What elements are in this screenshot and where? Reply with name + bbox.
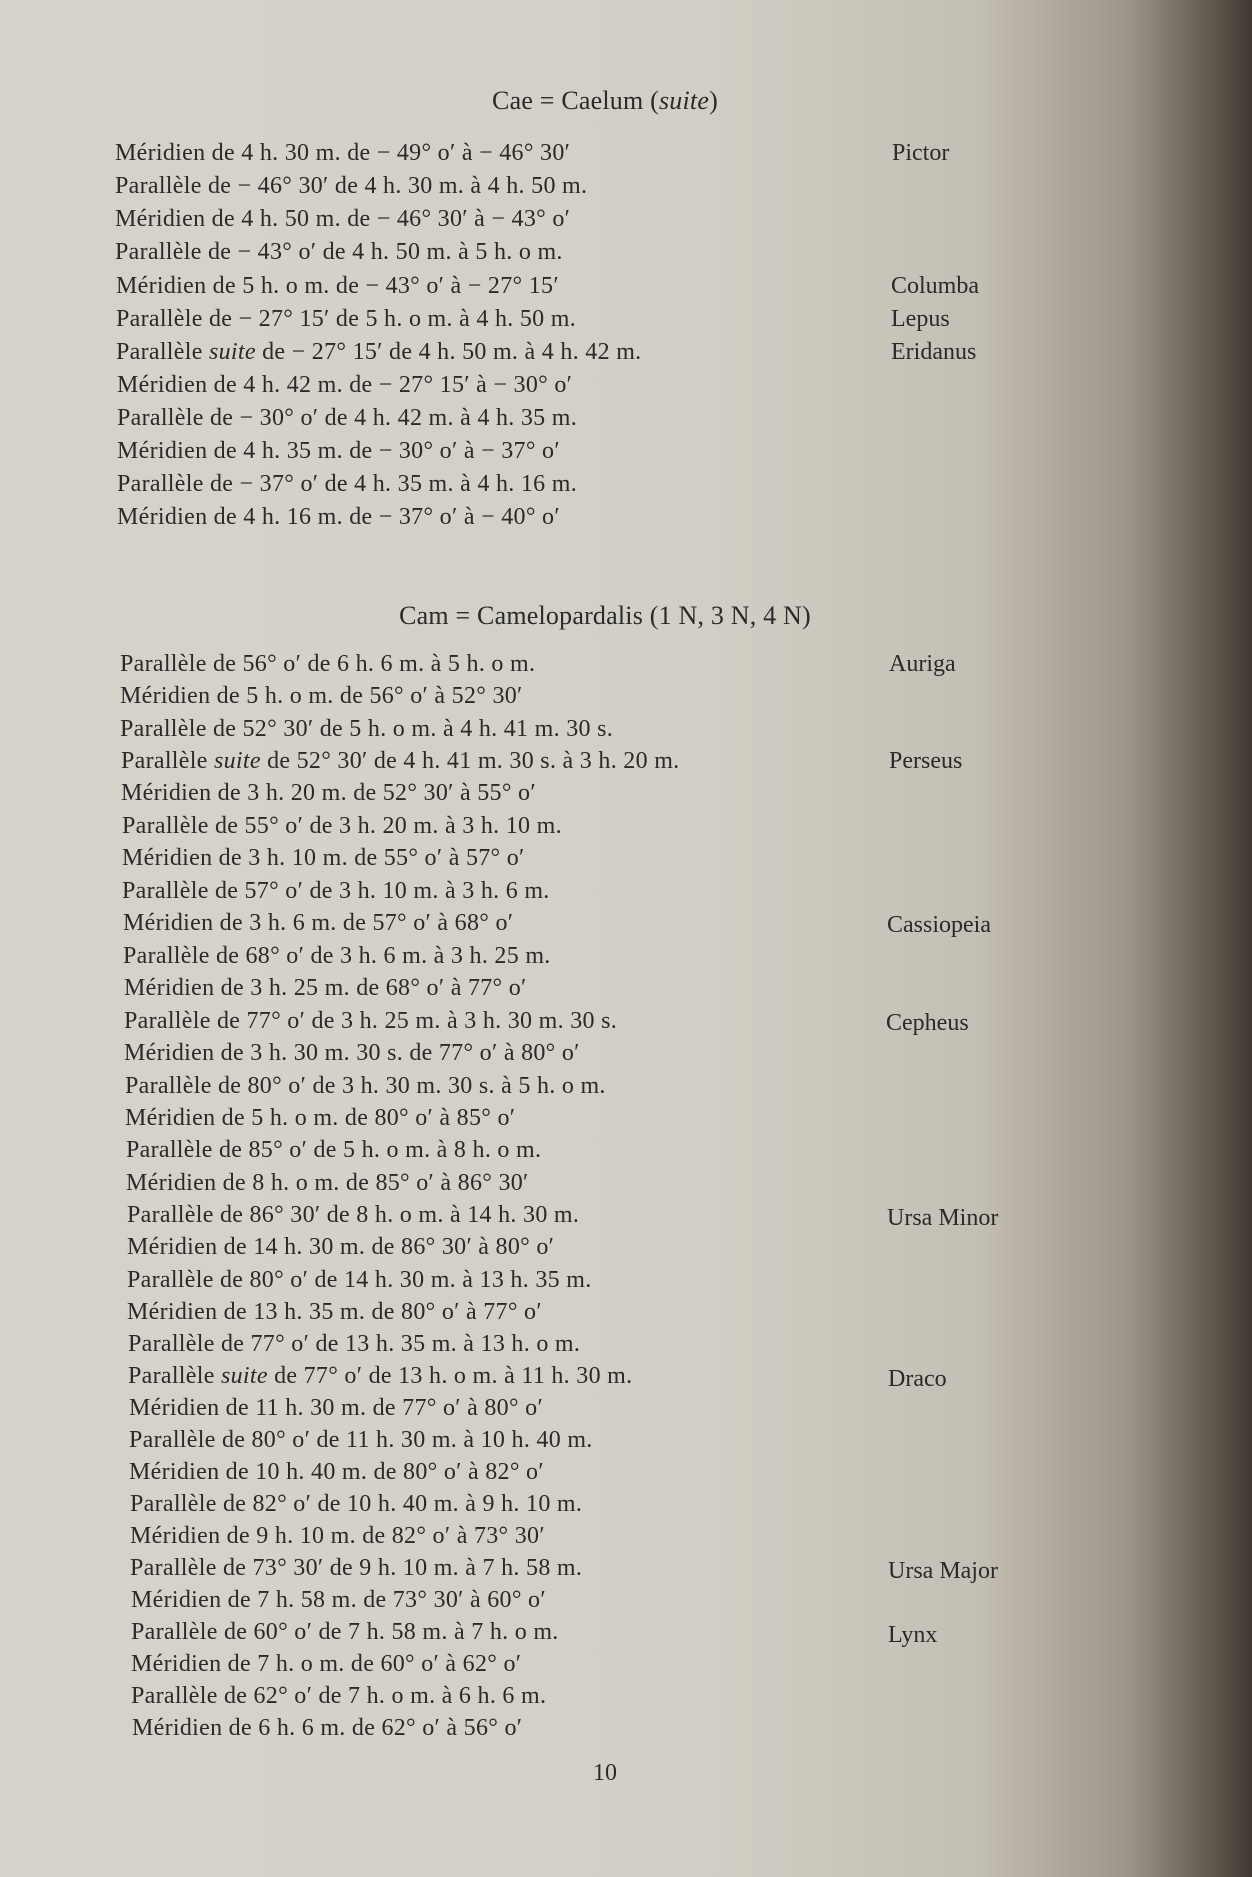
row-text: Méridien de 3 h. 10 m. de 55° o′ à 57° o′ <box>122 845 525 871</box>
neighbor-constellation: Ursa Major <box>888 1558 998 1584</box>
row-text: Parallèle de 62° o′ de 7 h. o m. à 6 h. 6 m. <box>131 1683 547 1709</box>
boundary-row <box>116 339 641 366</box>
neighbor-constellation: Eridanus <box>891 339 977 365</box>
row-text: Méridien de 11 h. 30 m. de 77° o′ à 80° o′ <box>129 1395 544 1421</box>
boundary-row <box>127 1299 542 1326</box>
page-number: 10 <box>593 1760 617 1786</box>
boundary-row <box>125 1073 606 1100</box>
row-text-end: de 52° 30′ de 4 h. 41 m. 30 s. à 3 h. 20 m. <box>260 748 680 774</box>
neighbor-constellation: Cepheus <box>886 1010 969 1036</box>
row-text: Méridien de 4 h. 35 m. de − 30° o′ à − 37° o′ <box>117 438 560 464</box>
boundary-row <box>124 975 527 1002</box>
boundary-row <box>117 471 577 498</box>
boundary-row <box>124 1008 617 1035</box>
boundary-row <box>122 845 525 872</box>
row-text: Parallèle de − 27° 15′ de 5 h. o m. à 4 h. 50 m. <box>116 306 577 332</box>
neighbor-constellation: Pictor <box>892 140 950 166</box>
heading-text-end: ) <box>709 86 718 115</box>
boundary-row <box>128 1363 632 1390</box>
row-text: Parallèle de 80° o′ de 3 h. 30 m. 30 s. à 5 h. o m. <box>125 1073 606 1099</box>
neighbor-constellation: Draco <box>888 1366 947 1392</box>
boundary-row <box>125 1105 515 1132</box>
row-text: Parallèle de − 43° o′ de 4 h. 50 m. à 5 h. o m. <box>115 239 563 265</box>
row-text: Méridien de 3 h. 25 m. de 68° o′ à 77° o′ <box>124 975 527 1001</box>
row-text: Parallèle de 77° o′ de 13 h. 35 m. à 13 h. o m. <box>128 1331 581 1357</box>
boundary-row <box>129 1395 543 1422</box>
boundary-row <box>123 910 513 937</box>
boundary-row <box>115 206 570 233</box>
boundary-row <box>120 683 523 710</box>
row-text: Méridien de 4 h. 30 m. de − 49° o′ à − 46° 30′ <box>115 140 571 166</box>
boundary-row <box>128 1331 580 1358</box>
row-text: Méridien de 4 h. 50 m. de − 46° 30′ à − 43° o′ <box>115 206 571 232</box>
heading-text: Cae = Caelum ( <box>492 86 659 115</box>
boundary-row <box>129 1427 593 1454</box>
row-italic: suite <box>213 748 261 774</box>
row-text: Parallèle <box>116 339 209 365</box>
row-text: Parallèle de 77° o′ de 3 h. 25 m. à 3 h. 30 m. 30 s. <box>124 1008 618 1034</box>
row-text: Méridien de 8 h. o m. de 85° o′ à 86° 30′ <box>126 1170 529 1196</box>
boundary-row <box>117 405 577 432</box>
boundary-row <box>130 1555 582 1582</box>
neighbor-constellation: Columba <box>891 273 979 299</box>
row-text: Parallèle de − 37° o′ de 4 h. 35 m. à 4 h. 16 m. <box>117 471 578 497</box>
row-text: Méridien de 4 h. 42 m. de − 27° 15′ à − 30° o′ <box>117 372 573 398</box>
neighbor-constellation: Ursa Minor <box>887 1205 999 1231</box>
boundary-row <box>131 1651 521 1678</box>
row-text: Parallèle de 86° 30′ de 8 h. o m. à 14 h. 30 m. <box>127 1202 580 1228</box>
boundary-row <box>116 306 576 333</box>
boundary-row <box>123 943 551 970</box>
row-text: Méridien de 3 h. 6 m. de 57° o′ à 68° o′ <box>123 910 514 936</box>
section-heading-camelopardalis <box>0 601 1210 631</box>
boundary-row <box>126 1137 541 1164</box>
boundary-row <box>121 748 679 775</box>
boundary-row <box>117 504 560 531</box>
row-text: Méridien de 7 h. o m. de 60° o′ à 62° o′ <box>131 1651 522 1677</box>
row-text: Parallèle de 68° o′ de 3 h. 6 m. à 3 h. 25 m. <box>123 943 551 969</box>
boundary-row <box>130 1523 545 1550</box>
boundary-row <box>130 1491 582 1518</box>
row-text: Parallèle de 80° o′ de 11 h. 30 m. à 10 h. 40 m. <box>129 1427 593 1453</box>
boundary-row <box>120 651 535 678</box>
boundary-row <box>117 372 572 399</box>
boundary-row <box>131 1619 559 1646</box>
row-text: Parallèle de 85° o′ de 5 h. o m. à 8 h. o m. <box>126 1137 542 1163</box>
row-text: Parallèle de 52° 30′ de 5 h. o m. à 4 h. 41 m. 30 s. <box>120 716 614 742</box>
boundary-row <box>115 140 570 167</box>
row-text: Parallèle de 56° o′ de 6 h. 6 m. à 5 h. o m. <box>120 651 536 677</box>
row-text: Parallèle <box>128 1363 221 1389</box>
row-text: Parallèle de − 30° o′ de 4 h. 42 m. à 4 h. 35 m. <box>117 405 578 431</box>
boundary-row <box>126 1170 529 1197</box>
row-italic: suite <box>220 1363 268 1389</box>
row-text: Méridien de 5 h. o m. de − 43° o′ à − 27° 15′ <box>116 273 559 299</box>
neighbor-constellation: Auriga <box>889 651 956 677</box>
row-text: Parallèle de 73° 30′ de 9 h. 10 m. à 7 h. 58 m. <box>130 1555 583 1581</box>
row-text: Méridien de 5 h. o m. de 80° o′ à 85° o′ <box>125 1105 516 1131</box>
boundary-row <box>129 1459 544 1486</box>
row-text: Méridien de 5 h. o m. de 56° o′ à 52° 30′ <box>120 683 523 709</box>
section-heading-caelum <box>0 86 1210 116</box>
boundary-row <box>117 438 560 465</box>
row-italic: suite <box>208 339 256 365</box>
boundary-row <box>116 273 559 300</box>
boundary-row <box>127 1234 554 1261</box>
row-text: Parallèle de 57° o′ de 3 h. 10 m. à 3 h. 6 m. <box>122 878 550 904</box>
boundary-row <box>127 1202 579 1229</box>
boundary-row <box>127 1267 592 1294</box>
heading-text: Cam = Camelopardalis (1 N, 3 N, 4 N) <box>399 601 811 630</box>
row-text: Méridien de 7 h. 58 m. de 73° 30′ à 60° o′ <box>131 1587 546 1613</box>
row-text: Méridien de 10 h. 40 m. de 80° o′ à 82° o′ <box>129 1459 544 1485</box>
boundary-row <box>121 780 536 807</box>
boundary-row <box>131 1587 546 1614</box>
row-text: Parallèle de − 46° 30′ de 4 h. 30 m. à 4 h. 50 m. <box>115 173 588 199</box>
row-text: Parallèle de 80° o′ de 14 h. 30 m. à 13 h. 35 m. <box>127 1267 592 1293</box>
boundary-row <box>122 813 562 840</box>
row-text-end: de − 27° 15′ de 4 h. 50 m. à 4 h. 42 m. <box>255 339 642 365</box>
row-text: Parallèle de 55° o′ de 3 h. 20 m. à 3 h. 10 m. <box>122 813 562 839</box>
boundary-row <box>132 1715 522 1742</box>
neighbor-constellation: Lepus <box>891 306 950 332</box>
boundary-row <box>120 716 613 743</box>
boundary-row <box>124 1040 580 1067</box>
row-text: Méridien de 3 h. 20 m. de 52° 30′ à 55° o′ <box>121 780 536 806</box>
row-text: Parallèle <box>121 748 214 774</box>
boundary-row <box>122 878 550 905</box>
boundary-row <box>115 173 587 200</box>
neighbor-constellation: Lynx <box>888 1622 938 1648</box>
boundary-row <box>115 239 563 266</box>
row-text: Parallèle de 60° o′ de 7 h. 58 m. à 7 h. o m. <box>131 1619 559 1645</box>
heading-italic: suite <box>658 86 710 115</box>
row-text: Méridien de 6 h. 6 m. de 62° o′ à 56° o′ <box>132 1715 523 1741</box>
neighbor-constellation: Perseus <box>889 748 963 774</box>
row-text: Méridien de 4 h. 16 m. de − 37° o′ à − 40° o′ <box>117 504 560 530</box>
row-text: Parallèle de 82° o′ de 10 h. 40 m. à 9 h. 10 m. <box>130 1491 583 1517</box>
row-text: Méridien de 14 h. 30 m. de 86° 30′ à 80° o′ <box>127 1234 555 1260</box>
row-text: Méridien de 9 h. 10 m. de 82° o′ à 73° 30′ <box>130 1523 545 1549</box>
boundary-row <box>131 1683 546 1710</box>
row-text: Méridien de 13 h. 35 m. de 80° o′ à 77° o′ <box>127 1299 542 1325</box>
row-text-end: de 77° o′ de 13 h. o m. à 11 h. 30 m. <box>267 1363 633 1389</box>
neighbor-constellation: Cassiopeia <box>887 912 991 938</box>
row-text: Méridien de 3 h. 30 m. 30 s. de 77° o′ à 80° o′ <box>124 1040 580 1066</box>
